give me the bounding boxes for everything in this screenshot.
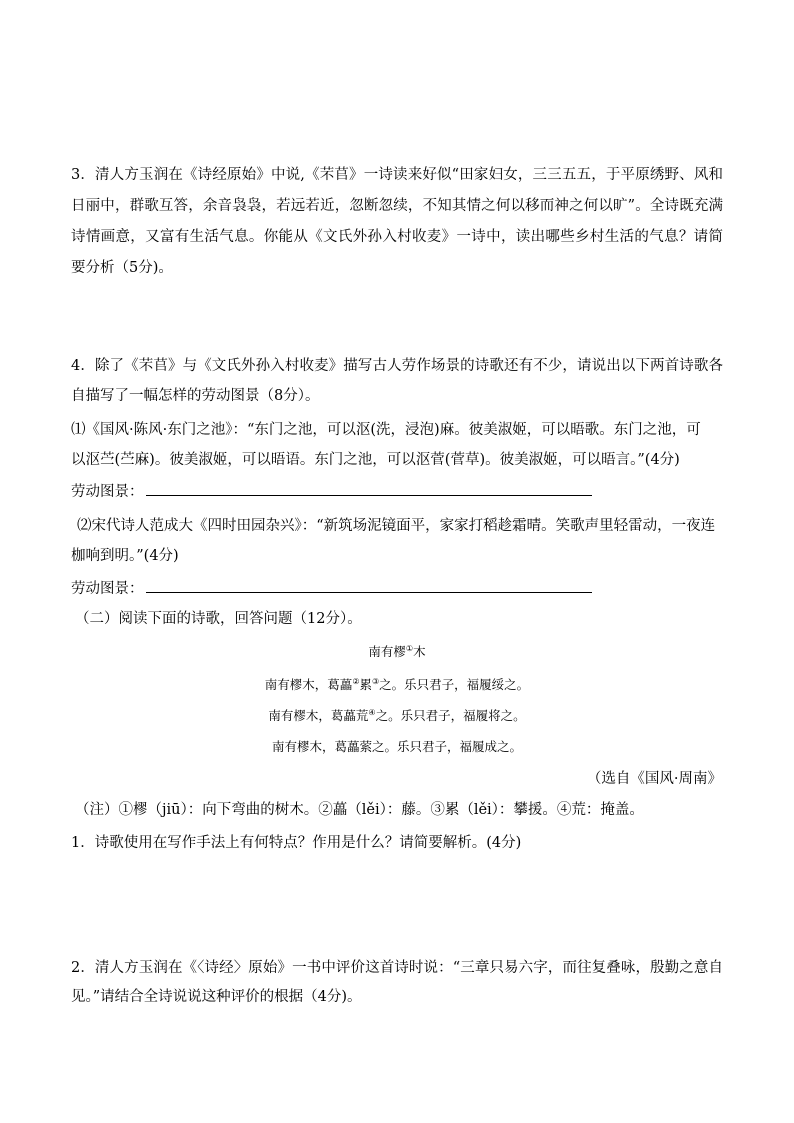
section-2-question-2: 2．清人方玉润在《〈诗经〉原始》一书中评价这首诗时说：“三章只易六字，而往复叠咏，殷勤之意自见。”请结合全诗说说这种评价的根据（4分)。 xyxy=(71,960,723,1005)
poem-text: 之。乐只君子，福履将之。 xyxy=(375,708,526,723)
poem-line-1 xyxy=(0,675,794,695)
footnote-marker: ③ xyxy=(372,676,380,686)
question-4-item2-line2: 枷响到明。”(4分) xyxy=(71,548,179,564)
answer-line-2 xyxy=(71,578,592,600)
footnote-marker: ④ xyxy=(368,707,376,717)
question-3: 3．清人方玉润在《诗经原始》中说,《芣苢》一诗读来好似“田家妇女，三三五五，于平原绣野、风和日丽中，群歌互答，余音袅袅，若远若近，忽断忽续，不知其情之何以移而神之何以旷”。全诗既充满诗情画意，又富有生活气息。你能从《文氏外孙入村收麦》一诗中，读出哪些乡村生活的气息？请简要分析（5分)。 xyxy=(71,167,723,276)
section-2-question-1: 1．诗歌使用在写作手法上有何特点？作用是什么？请简要解析。(4分) xyxy=(71,835,522,851)
poem-text: 南有樛木，葛藟荒 xyxy=(268,708,369,723)
question-4-intro: 4．除了《芣苢》与《文氏外孙入村收麦》描写古人劳作场景的诗歌还有不少，请说出以下两首诗歌各自描写了一幅怎样的劳动图景（8分）。 xyxy=(71,358,723,404)
poem-title-text: 木 xyxy=(413,644,426,659)
poem-text: 之。乐只君子，福履绥之。 xyxy=(379,677,530,692)
poem-title xyxy=(0,642,794,662)
poem-source: （选自《国风·周南》 xyxy=(586,771,722,787)
poem-line-2 xyxy=(0,706,794,726)
footnote-marker: ① xyxy=(405,643,414,653)
answer-label: 劳动图景： xyxy=(71,484,144,500)
poem-title-text: 南有樛 xyxy=(368,644,406,659)
question-4-item1-line2: 以沤苎(苎麻)。彼美淑姬，可以晤语。东门之池，可以沤菅(菅草)。彼美淑姬，可以晤言。”(4分) xyxy=(71,452,680,468)
question-4-item2-line1: ⑵宋代诗人范成大《四时田园杂兴》：“新筑场泥镜面平，家家打稻趁霜晴。笑歌声里轻雷动，一夜连 xyxy=(77,518,716,534)
poem-text: 南有樛木，葛藟 xyxy=(264,677,353,692)
poem-line-3: 南有樛木，葛藟萦之。乐只君子，福履成之。 xyxy=(271,739,522,754)
footnote-marker: ② xyxy=(352,676,360,686)
question-4-item1-line1: ⑴《国风·陈风·东门之池》：“东门之池，可以沤(洗，浸泡)麻。彼美淑姬，可以晤歌。东门之池，可 xyxy=(71,422,701,438)
poem-text: 累 xyxy=(359,677,372,692)
answer-label: 劳动图景： xyxy=(71,581,144,597)
answer-line-1 xyxy=(71,481,592,503)
section-2-heading: （二）阅读下面的诗歌，回答问题（12分）。 xyxy=(75,611,362,627)
poem-notes: （注）①樛（jiū）：向下弯曲的树木。②藟（lěi）：藤。③累（lěi）：攀援。④荒：掩盖。 xyxy=(75,802,644,818)
answer-blank[interactable] xyxy=(146,578,592,593)
answer-blank[interactable] xyxy=(146,481,592,496)
